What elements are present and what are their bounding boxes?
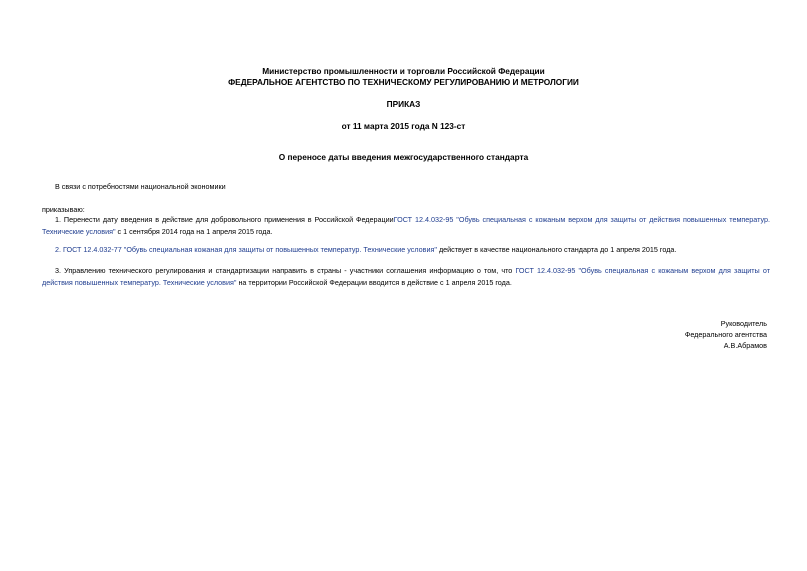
item-3-text: 3. Управлению технического регулирования и стандартизации направить в страны - участники соглашения информацию о том, что (55, 266, 516, 275)
gost-12-4-032-95-link[interactable]: ГОСТ 12.4.032-95 "Обувь специальная с кожаным верхом для защиты от действия повышенных температур. Технические условия" (42, 215, 770, 236)
ministry-name: Министерство промышленности и торговли Российской Федерации (262, 66, 545, 76)
document-title: О переносе даты введения межгосударственного стандарта (278, 152, 529, 162)
agency-name: ФЕДЕРАЛЬНОЕ АГЕНТСТВО ПО ТЕХНИЧЕСКОМУ РЕГУЛИРОВАНИЮ И МЕТРОЛОГИИ (228, 77, 579, 87)
item-2-text-after: действует в качестве национального стандарта до 1 апреля 2015 года. (436, 245, 677, 254)
item-2-paragraph (42, 244, 770, 256)
order-word: приказываю: (42, 205, 85, 214)
item-3-paragraph (42, 265, 770, 289)
gost-12-4-032-77-link[interactable]: 2. ГОСТ 12.4.032-77 "Обувь специальная кожаная для защиты от повышенных температур. Технические условия" (55, 245, 437, 254)
item-1-text-after: с 1 сентября 2014 года на 1 апреля 2015 года. (115, 227, 273, 236)
signature-title: Руководитель (720, 319, 767, 328)
gost-12-4-032-95-link-2[interactable]: ГОСТ 12.4.032-95 "Обувь специальная с кожаным верхом для защиты от действия повышенных температур. Технические условия" (42, 266, 770, 287)
item-3-text-after: на территории Российской Федерации вводится в действие с 1 апреля 2015 года. (236, 278, 512, 287)
signature-agency: Федерального агентства (684, 330, 767, 339)
signature-name: А.В.Абрамов (723, 341, 767, 350)
document-type: ПРИКАЗ (386, 99, 421, 109)
item-1-paragraph (42, 214, 770, 238)
intro-paragraph: В связи с потребностями национальной экономики (55, 182, 226, 191)
item-1-text: 1. Перенести дату введения в действие для добровольного применения в Российской Федерации (55, 215, 394, 224)
document-date: от 11 марта 2015 года N 123-ст (341, 121, 466, 131)
